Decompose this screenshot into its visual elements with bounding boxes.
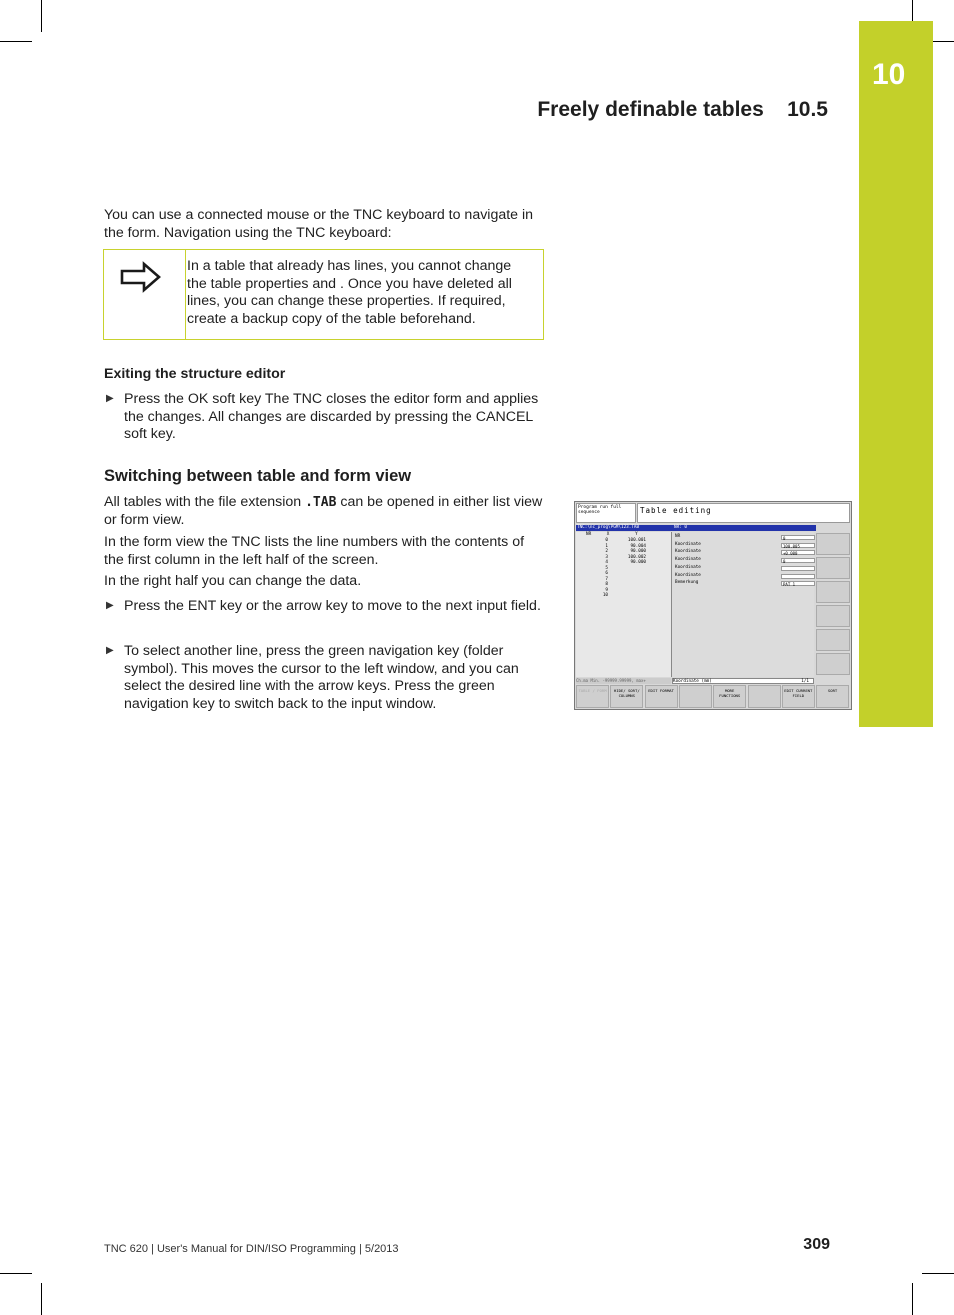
form-field-label: Bemerkung (675, 580, 699, 586)
list-row-number[interactable]: 0 (605, 538, 608, 543)
crop-mark (0, 1273, 32, 1274)
form-field-input[interactable]: 100.005 (781, 543, 815, 548)
list-row-value: 100.002 (627, 554, 646, 560)
crop-mark (41, 1283, 42, 1315)
form-field-label: NR (675, 534, 681, 539)
form-field-input[interactable]: 0 (781, 535, 815, 540)
form-field-label: Koordinate (675, 564, 701, 570)
bullet-icon: ▶ (106, 393, 114, 404)
softkey[interactable] (816, 653, 850, 675)
crop-mark (0, 41, 32, 42)
crop-mark (922, 1273, 954, 1274)
form-panel (672, 532, 814, 677)
switching-paragraph-1 (104, 494, 544, 529)
section-header: Freely definable tables 10.5 (537, 98, 828, 121)
exiting-heading: Exiting the structure editor (104, 366, 286, 382)
note-divider (185, 249, 186, 339)
form-field-input[interactable] (781, 566, 815, 571)
form-field-label: Koordinate (675, 572, 701, 578)
form-field-input[interactable] (781, 574, 815, 579)
list-row-number[interactable]: 8 (605, 582, 608, 587)
switching-paragraph-3: In the right half you can change the data. (104, 573, 362, 589)
footer-text: TNC 620 | User's Manual for DIN/ISO Programming | 5/2013 (104, 1243, 399, 1255)
softkey-button[interactable]: MORE FUNCTIONS (713, 685, 746, 708)
input-range-status: Ch.ma Min. -99999.99999, max+ (576, 678, 671, 684)
list-row-number[interactable]: 1 (605, 543, 608, 549)
softkey-button[interactable] (748, 685, 781, 708)
form-field-input[interactable]: +0.000 (781, 550, 815, 555)
file-path: TNC:\nc_prog\PGM\123.TAB (576, 525, 672, 531)
file-extension: .TAB (305, 495, 337, 510)
switching-p1-after: can be opened in either list view or form view. (104, 494, 543, 528)
note-text: In a table that already has lines, you cannot change the table properties and . Once you have deleted all lines, you can change these properties. If required, create a backup copy of the table beforehand. (187, 258, 512, 327)
chapter-number: 10 (872, 58, 906, 91)
switching-p1-before: All tables with the file extension (104, 494, 306, 510)
list-row-value: 90.000 (630, 549, 646, 554)
field-name: Koordinate (mm) (673, 679, 712, 684)
softkey-row (575, 685, 851, 709)
page-number: 309 (803, 1236, 830, 1253)
operating-mode: Program run full sequence (576, 503, 636, 523)
list-row-value: 90.000 (630, 560, 646, 565)
current-line: NR: 0 (672, 525, 816, 531)
softkey-button[interactable]: SORT (816, 685, 849, 708)
list-row-number[interactable]: 3 (605, 554, 608, 560)
list-row-number[interactable]: 9 (605, 587, 608, 593)
arrow-right-icon (120, 261, 162, 293)
list-row-number[interactable]: 5 (605, 565, 608, 571)
chapter-tab (859, 21, 933, 727)
list-row-number[interactable]: 7 (605, 576, 608, 582)
form-field-label: Koordinate (675, 549, 701, 555)
form-field-input[interactable]: PAT 1 (781, 581, 815, 586)
switching-bullet-2: To select another line, press the green navigation key (folder symbol). This moves the cursor to the left window, and you can select the desired line with the arrow keys. Press the green navigation key to switch back to the input window. (124, 643, 519, 712)
softkey[interactable] (816, 629, 850, 651)
tnc-screenshot (574, 501, 852, 710)
form-field-label: Koordinate (675, 541, 701, 547)
intro-paragraph: You can use a connected mouse or the TNC keyboard to navigate in the form. Navigation using the TNC keyboard: (104, 207, 534, 241)
list-row-number[interactable]: 10 (602, 593, 608, 598)
switching-paragraph-2: In the form view the TNC lists the line numbers with the contents of the first column in the left half of the screen. (104, 534, 525, 568)
switching-bullet-1: Press the ENT key or the arrow key to move to the next input field. (124, 598, 541, 614)
switching-heading: Switching between table and form view (104, 467, 412, 485)
softkey[interactable] (816, 557, 850, 579)
list-row-value: 90.004 (630, 543, 646, 549)
softkey-button[interactable]: HIDE/ SORT/ COLUMNS (610, 685, 643, 708)
list-row-number[interactable]: 2 (605, 549, 608, 554)
softkey-button[interactable]: EDIT CURRENT FIELD (782, 685, 815, 708)
bullet-icon: ▶ (106, 600, 114, 611)
softkey[interactable] (816, 581, 850, 603)
crop-mark (912, 1283, 913, 1315)
screen-title: Table editing (637, 503, 850, 523)
softkey-button[interactable] (679, 685, 712, 708)
list-row-number[interactable]: 6 (605, 571, 608, 576)
exiting-bullet: Press the OK soft key The TNC closes the editor form and applies the changes. All changes are discarded by pressing the CANCEL soft key. (124, 391, 539, 442)
softkey-button[interactable]: EDIT FORMAT (645, 685, 678, 708)
list-row-number[interactable]: 4 (605, 560, 608, 565)
page-indicator: 1/1 (801, 679, 809, 684)
form-field-input[interactable]: 0 (781, 558, 815, 563)
softkey-button[interactable]: TABLE / FORM (576, 685, 609, 708)
field-status (672, 678, 814, 684)
vertical-softkeys (816, 525, 850, 677)
line-list (576, 532, 672, 677)
list-header: NR X Y (586, 532, 638, 537)
crop-mark (41, 0, 42, 32)
bullet-icon: ▶ (106, 645, 114, 656)
list-row-value: 100.001 (627, 538, 646, 543)
softkey[interactable] (816, 533, 850, 555)
softkey[interactable] (816, 605, 850, 627)
form-field-label: Koordinate (675, 557, 701, 563)
